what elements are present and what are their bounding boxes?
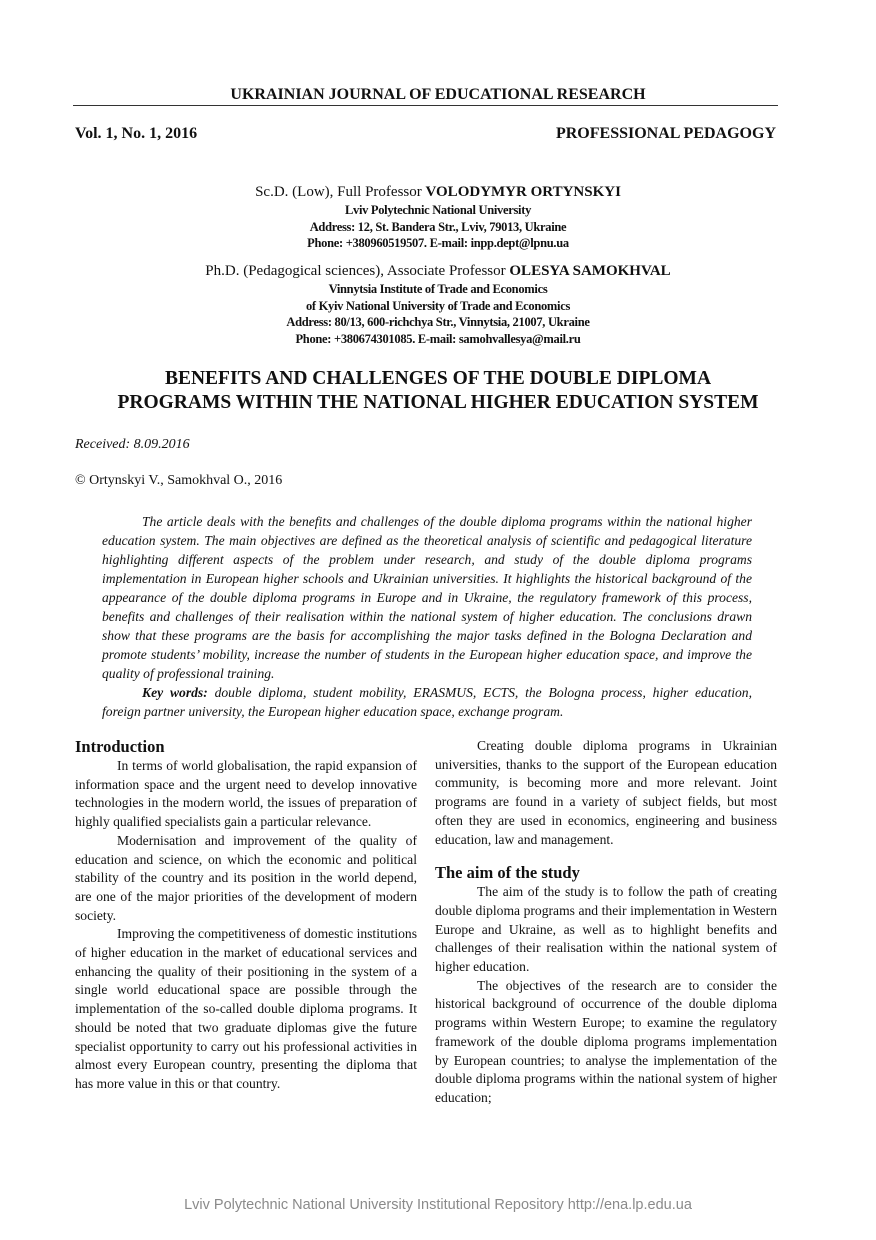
author-address: Address: 12, St. Bandera Str., Lviv, 79013, Ukraine (309, 219, 567, 234)
keywords-label: Key words: (142, 685, 208, 700)
author-affiliation: Vinnytsia Institute of Trade and Economics (328, 282, 548, 296)
paragraph: Creating double diploma programs in Ukrainian universities, thanks to the support of the European education community, is becoming more and more relevant. Joint programs are found in a variety of subject fields, but most often they are used in economics, engineering and business education, law and management. (435, 738, 777, 847)
author-address: Address: 80/13, 600-richchya Str., Vinnytsia, 21007, Ukraine (286, 315, 590, 329)
author-block (0, 183, 876, 252)
abstract-text: The article deals with the benefits and challenges of the double diploma programs within the national higher education system. The main objectives are defined as the theoretical analysis of scientific and pedagogical literature highlighting different aspects of the problem under research, and study of the double diploma programs implementation in European higher schools and Ukrainian universities. It highlights the historical background of the appearance of the double diploma programs in Europe and in Ukraine, the regulatory framework of this process, benefits and challenges of their realisation within the national system of higher education. The conclusions drawn show that these programs are the basis for accomplishing the major tasks defined in the Bologna Declaration and promote students’ mobility, increase the number of students in the European higher education space, and improve the quality of professional training. (102, 514, 752, 681)
author-contact: Phone: +380960519507. E-mail: inpp.dept@lpnu.ua (307, 236, 569, 250)
paragraph: Improving the competitiveness of domestic institutions of higher education in the market of educational services and enhancing the quality of their positioning in the system of a single world educational space are possible through the implementation of the so-called double diploma programs. It should be noted that two graduate diplomas give the future specialist opportunity to carry out his professional activities in almost every European country, presenting the diploma that has more value in this or that country. (75, 926, 417, 1091)
section-heading-aim: The aim of the study (435, 863, 580, 883)
paragraph: The aim of the study is to follow the path of creating double diploma programs and their implementation in Western Europe and Ukraine, as well as to highlight benefits and challenges of their realisation within the national system of higher education. (435, 884, 777, 975)
author-affiliation: Lviv Polytechnic National University (344, 203, 532, 217)
header-rule (73, 105, 778, 106)
section-heading-introduction: Introduction (75, 737, 165, 756)
abstract (102, 512, 752, 721)
author-contact: Phone: +380674301085. E-mail: samohvallesya@mail.ru (295, 331, 581, 346)
repository-footer: Lviv Polytechnic National University Institutional Repository http://ena.lp.edu.ua (184, 1197, 692, 1213)
author-degree: Sc.D. (Low), Full Professor (255, 184, 422, 200)
received-date: Received: 8.09.2016 (75, 437, 190, 452)
copyright: © Ortynskyi V., Samokhval O., 2016 (75, 473, 283, 488)
volume-info: Vol. 1, No. 1, 2016 (75, 125, 198, 142)
keywords-list: double diploma, student mobility, ERASMUS, ECTS, the Bologna process, higher education, foreign partner university, the European higher education space, exchange program. (102, 685, 752, 719)
author-name: VOLODYMYR ORTYNSKYI (425, 184, 621, 200)
author-name: OLESYA SAMOKHVAL (509, 263, 671, 279)
author-affiliation-parent: of Kyiv National University of Trade and Economics (305, 298, 571, 313)
keywords (102, 683, 752, 721)
title-line: PROGRAMS WITHIN THE NATIONAL HIGHER EDUCATION SYSTEM (117, 392, 759, 413)
left-column (75, 737, 417, 1094)
right-column (435, 737, 777, 1108)
journal-title: UKRAINIAN JOURNAL OF EDUCATIONAL RESEARCH (230, 86, 646, 103)
author-degree: Ph.D. (Pedagogical sciences), Associate Professor (205, 263, 506, 279)
paragraph: In terms of world globalisation, the rapid expansion of information space and the urgent need to develop innovative technologies in the modern world, the issues of preparation of highly qualified specialists gain a particular relevance. (75, 758, 417, 830)
paragraph: Modernisation and improvement of the quality of education and science, on which the economic and political stability of the country and its position in the world depend, are one of the major priorities of the development of modern society. (75, 832, 417, 923)
section-name: PROFESSIONAL PEDAGOGY (555, 125, 776, 142)
author-block (0, 262, 876, 347)
paragraph: The objectives of the research are to consider the historical background of occurrence of the double diploma programs within Western Europe; to examine the regulatory framework of the double diploma programs implementation by European countries; to analyse the implementation of the double diploma programs within the national system of higher education; (435, 977, 777, 1105)
paper-title (0, 367, 876, 415)
title-line: BENEFITS AND CHALLENGES OF THE DOUBLE DIPLOMA (164, 368, 712, 389)
